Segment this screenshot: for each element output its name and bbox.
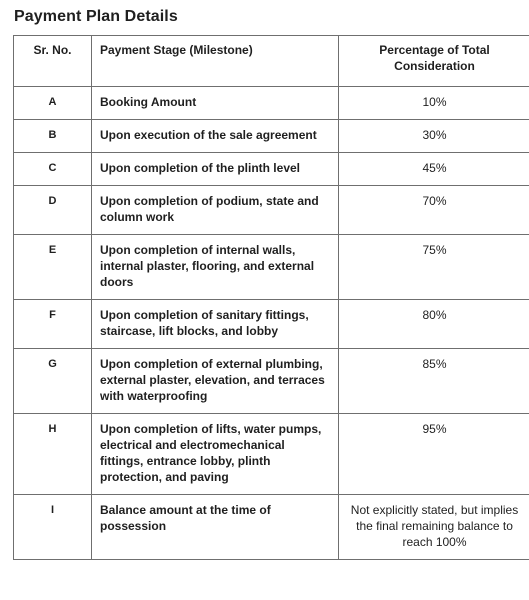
table-row [14,235,529,300]
table-row [14,87,529,120]
table-row [14,414,529,495]
row-stage: Upon execution of the sale agreement [92,120,339,153]
row-percentage: 95% [339,414,529,495]
row-percentage: 80% [339,300,529,349]
row-percentage: 75% [339,235,529,300]
row-percentage: 45% [339,153,529,186]
page-title: Payment Plan Details [14,8,178,25]
row-stage: Upon completion of sanitary fittings, staircase, lift blocks, and lobby [92,300,339,349]
table-row [14,120,529,153]
row-stage: Upon completion of lifts, water pumps, electrical and electromechanical fittings, entrance lobby, plinth protection, and paving [92,414,339,495]
header-sr-no: Sr. No. [14,36,92,87]
row-stage: Upon completion of the plinth level [92,153,339,186]
header-payment-stage: Payment Stage (Milestone) [92,36,339,87]
row-stage: Upon completion of internal walls, internal plaster, flooring, and external doors [92,235,339,300]
row-sr-no: B [14,120,92,153]
row-percentage: 70% [339,186,529,235]
row-sr-no: C [14,153,92,186]
row-sr-no: E [14,235,92,300]
table-row [14,186,529,235]
row-sr-no: G [14,349,92,414]
table-row [14,153,529,186]
row-sr-no: I [14,495,92,560]
row-sr-no: F [14,300,92,349]
row-sr-no: D [14,186,92,235]
row-percentage: 30% [339,120,529,153]
table-row [14,495,529,560]
table-row [14,349,529,414]
row-percentage: 85% [339,349,529,414]
table-header-row [14,36,529,87]
payment-plan-table [13,35,529,560]
header-percentage: Percentage of Total Consideration [339,36,529,87]
row-stage: Balance amount at the time of possession [92,495,339,560]
table-row [14,300,529,349]
row-sr-no: H [14,414,92,495]
row-sr-no: A [14,87,92,120]
row-stage: Upon completion of podium, state and column work [92,186,339,235]
row-stage: Booking Amount [92,87,339,120]
row-percentage: Not explicitly stated, but implies the final remaining balance to reach 100% [339,495,529,560]
row-stage: Upon completion of external plumbing, external plaster, elevation, and terraces with waterproofing [92,349,339,414]
row-percentage: 10% [339,87,529,120]
